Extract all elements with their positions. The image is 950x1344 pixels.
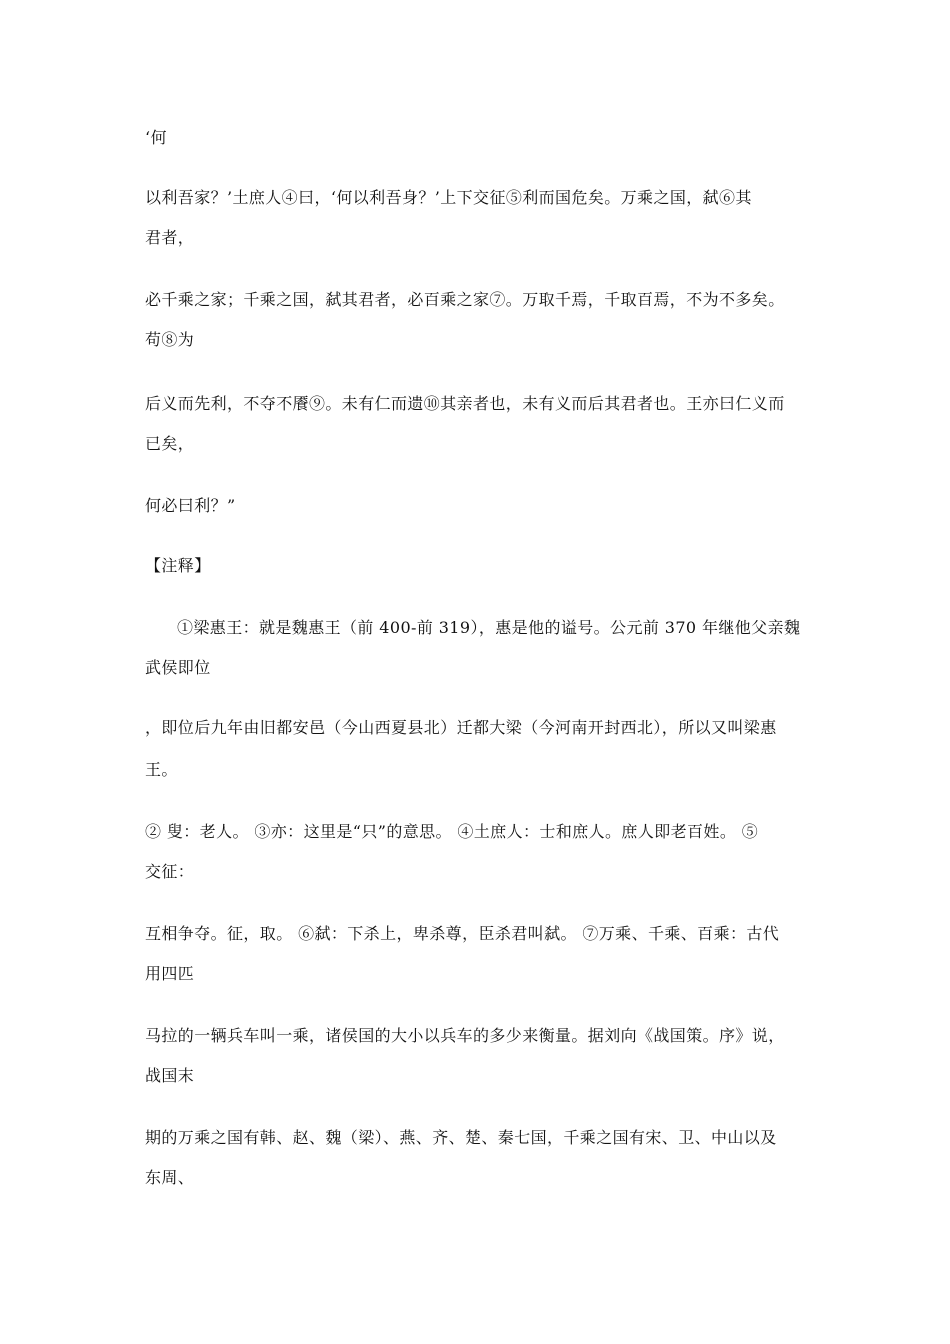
note-line: ② 叟：老人。 ③亦：这里是“只”的意思。 ④土庶人：士和庶人。庶人即老百姓。 ⑤ [145, 822, 759, 841]
body-line: 君者， [145, 228, 195, 247]
note-line: ①梁惠王：就是魏惠王（前 400-前 319），惠是他的谥号。公元前 370 年继他父亲魏 [177, 618, 801, 637]
body-line: 以利吾家？’土庶人④曰，‘何以利吾身？’上下交征⑤利而国危矣。万乘之国，弑⑥其 [145, 188, 752, 207]
note-line: 东周、 [145, 1168, 195, 1187]
note-line: 互相争夺。征，取。 ⑥弑：下杀上，卑杀尊，臣杀君叫弑。 ⑦万乘、千乘、百乘：古代 [145, 924, 780, 943]
note-line: 期的万乘之国有韩、赵、魏（梁）、燕、齐、楚、秦七国，千乘之国有宋、卫、中山以及 [145, 1128, 777, 1147]
note-line: 马拉的一辆兵车叫一乘，诸侯国的大小以兵车的多少来衡量。据刘向《战国策。序》说， [145, 1026, 785, 1045]
note-line: 王。 [145, 760, 178, 779]
note-line: 武侯即位 [145, 658, 211, 677]
note-line: 交征： [145, 862, 195, 881]
body-line: 苟⑧为 [145, 330, 195, 349]
note-line: 战国末 [145, 1066, 195, 1085]
body-line: 必千乘之家；千乘之国，弑其君者，必百乘之家⑦。万取千焉，千取百焉，不为不多矣。 [145, 290, 785, 309]
note-line: ，即位后九年由旧都安邑（今山西夏县北）迁都大梁（今河南开封西北），所以又叫梁惠 [145, 718, 777, 737]
body-line: 已矣， [145, 434, 195, 453]
body-line: ‘何 [145, 128, 167, 147]
body-line: 何必曰利？” [145, 496, 236, 515]
body-line: 后义而先利，不夺不餍⑨。未有仁而遗⑩其亲者也，未有义而后其君者也。王亦曰仁义而 [145, 394, 785, 413]
note-line: 用四匹 [145, 964, 195, 983]
notes-heading: 【注释】 [145, 556, 211, 575]
